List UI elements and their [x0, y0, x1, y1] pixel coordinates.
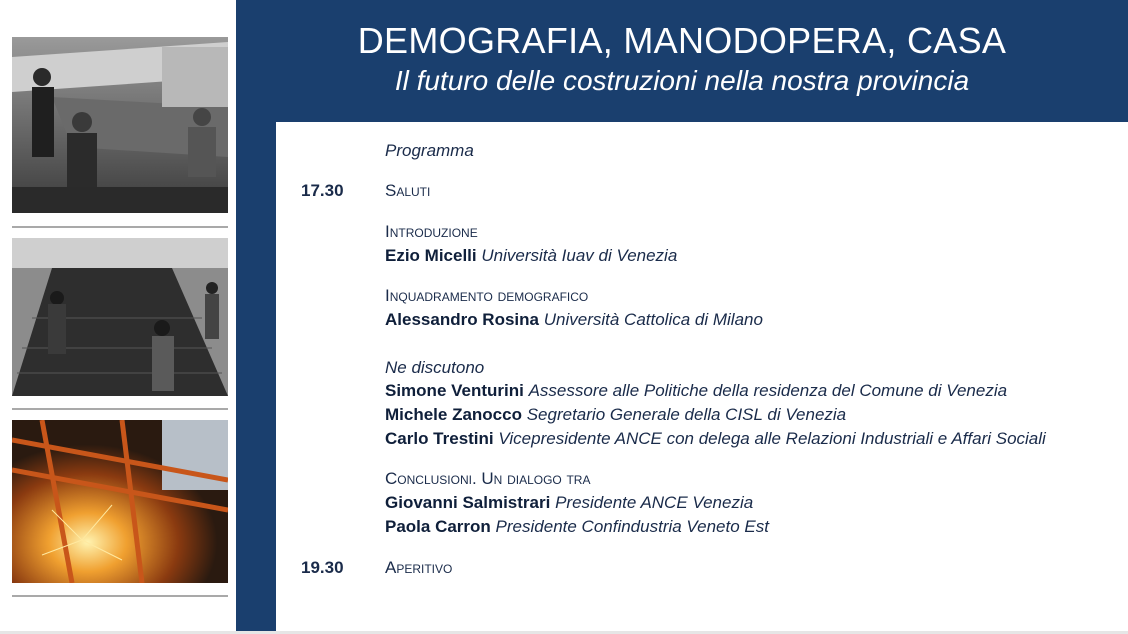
saluti-heading: Saluti — [385, 181, 431, 200]
conclusion-speaker-row — [385, 516, 769, 538]
discussant-row — [385, 404, 846, 426]
speaker-name: Paola Carron — [385, 517, 491, 536]
photo-column — [0, 0, 236, 634]
photo-divider — [12, 595, 228, 597]
speaker-role: Segretario Generale della CISL di Venezia — [526, 405, 847, 424]
road-construction-photo — [12, 238, 228, 396]
header — [236, 0, 1128, 122]
speaker-name: Ezio Micelli — [385, 246, 477, 265]
speaker-name: Carlo Trestini — [385, 429, 494, 448]
program-label: Programma — [385, 141, 474, 160]
start-time: 17.30 — [301, 181, 344, 200]
demo-heading: Inquadramento demografico — [385, 286, 589, 305]
discussant-row — [385, 428, 1046, 450]
photo-divider — [12, 408, 228, 410]
conclusion-speaker-row — [385, 492, 753, 514]
speaker-role: Assessore alle Politiche della residenza del Comune di Venezia — [528, 381, 1008, 400]
demo-speaker — [385, 309, 763, 331]
speaker-role: Università Iuav di Venezia — [481, 246, 678, 265]
aperitivo-heading: Aperitivo — [385, 558, 453, 577]
speaker-name: Michele Zanocco — [385, 405, 522, 424]
welding-sparks-photo — [12, 420, 228, 583]
discuss-heading: Ne discutono — [385, 358, 485, 377]
intro-heading: Introduzione — [385, 222, 478, 241]
page-title: DEMOGRAFIA, MANODOPERA, CASA — [357, 20, 1007, 61]
speaker-name: Alessandro Rosina — [385, 310, 539, 329]
speaker-role: Vicepresidente ANCE con delega alle Relazioni Industriali e Affari Sociali — [498, 429, 1046, 448]
speaker-role: Presidente Confindustria Veneto Est — [495, 517, 769, 536]
speaker-role: Università Cattolica di Milano — [543, 310, 763, 329]
conclusion-heading: Conclusioni. Un dialogo tra — [385, 469, 591, 488]
photo-divider — [12, 226, 228, 228]
speaker-name: Giovanni Salmistrari — [385, 493, 551, 512]
workers-bridge-photo — [12, 37, 228, 213]
end-time: 19.30 — [301, 558, 344, 577]
program-panel — [276, 122, 1128, 634]
page-subtitle: Il futuro delle costruzioni nella nostra provincia — [394, 65, 970, 96]
speaker-role: Presidente ANCE Venezia — [555, 493, 754, 512]
intro-speaker — [385, 245, 677, 267]
discussant-row — [385, 380, 1007, 402]
speaker-name: Simone Venturini — [385, 381, 524, 400]
